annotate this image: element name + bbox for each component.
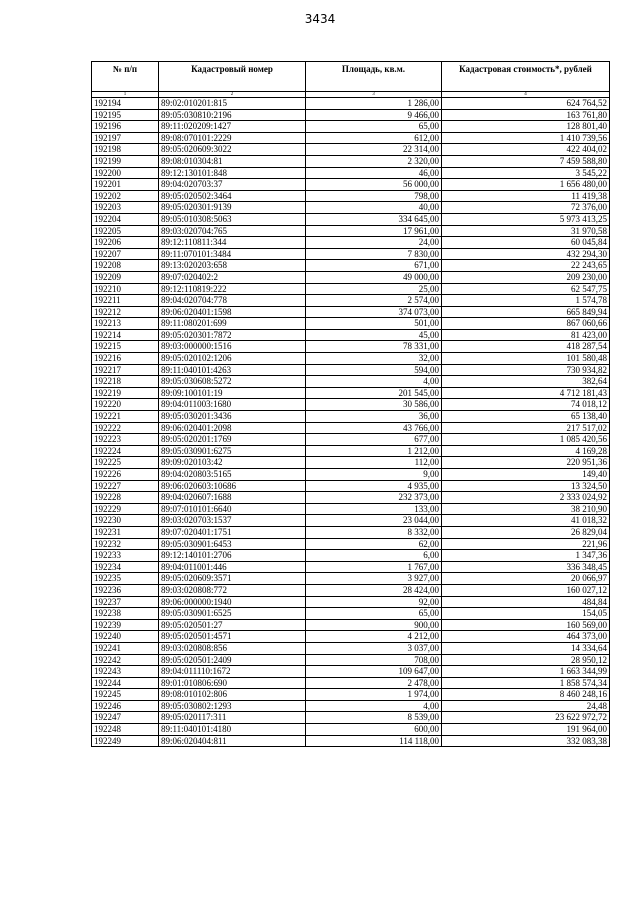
row-index: 192203: [92, 202, 159, 214]
table-row: [92, 666, 610, 678]
row-index: 192227: [92, 480, 159, 492]
row-index: 192216: [92, 353, 159, 365]
header-row: [92, 62, 610, 92]
cadastral-number: 89:05:020301:9139: [159, 202, 306, 214]
cadastral-number: 89:05:030901:6453: [159, 538, 306, 550]
cadastral-number: 89:07:010101:6640: [159, 503, 306, 515]
area-value: 612,00: [306, 132, 442, 144]
cadastral-value: 4 712 181,43: [442, 387, 610, 399]
row-index: 192204: [92, 213, 159, 225]
cadastral-number: 89:05:030201:3436: [159, 411, 306, 423]
area-value: 708,00: [306, 654, 442, 666]
cadastral-number: 89:06:020401:2098: [159, 422, 306, 434]
cadastral-number: 89:05:030901:6275: [159, 445, 306, 457]
cadastral-number: 89:06:020603:10686: [159, 480, 306, 492]
table-row: [92, 619, 610, 631]
row-index: 192242: [92, 654, 159, 666]
cadastral-number: 89:05:020201:1769: [159, 434, 306, 446]
area-value: 1 286,00: [306, 98, 442, 110]
header-area: Площадь, кв.м.: [306, 62, 442, 92]
table-row: [92, 434, 610, 446]
cadastral-number: 89:05:020501:2409: [159, 654, 306, 666]
cadastral-value: 209 230,00: [442, 271, 610, 283]
row-index: 192244: [92, 677, 159, 689]
area-value: 600,00: [306, 724, 442, 736]
cadastral-number: 89:08:070101:2229: [159, 132, 306, 144]
cadastral-value: 20 066,97: [442, 573, 610, 585]
table-row: [92, 399, 610, 411]
table-row: [92, 260, 610, 272]
cadastral-number: 89:06:020404:811: [159, 735, 306, 747]
area-value: 114 118,00: [306, 735, 442, 747]
cadastral-number: 89:07:020401:1751: [159, 526, 306, 538]
cadastral-value: 31 970,58: [442, 225, 610, 237]
area-value: 112,00: [306, 457, 442, 469]
row-index: 192206: [92, 237, 159, 249]
cadastral-value: 38 210,90: [442, 503, 610, 515]
table-row: [92, 376, 610, 388]
table-row: [92, 411, 610, 423]
cadastral-number: 89:04:020607:1688: [159, 492, 306, 504]
cadastral-value: 867 060,66: [442, 318, 610, 330]
table-row: [92, 712, 610, 724]
cadastral-number: 89:05:030802:1293: [159, 700, 306, 712]
row-index: 192249: [92, 735, 159, 747]
cadastral-value: 1 574,78: [442, 295, 610, 307]
table-row: [92, 503, 610, 515]
cadastral-number: 89:11:070101:3484: [159, 248, 306, 260]
cadastral-value: 149,40: [442, 469, 610, 481]
area-value: 25,00: [306, 283, 442, 295]
table-row: [92, 155, 610, 167]
table-row: [92, 109, 610, 121]
cadastral-value: 332 083,38: [442, 735, 610, 747]
table-row: [92, 190, 610, 202]
area-value: 32,00: [306, 353, 442, 365]
table-row: [92, 573, 610, 585]
cadastral-value: 128 801,40: [442, 121, 610, 133]
table-row: [92, 167, 610, 179]
cadastral-value: 418 287,54: [442, 341, 610, 353]
table-row: [92, 480, 610, 492]
table-row: [92, 318, 610, 330]
cadastral-number: 89:05:020502:3464: [159, 190, 306, 202]
cadastral-value: 5 973 413,25: [442, 213, 610, 225]
cadastral-number: 89:07:020402:2: [159, 271, 306, 283]
cadastral-value: 11 419,38: [442, 190, 610, 202]
cadastral-value: 1 410 739,56: [442, 132, 610, 144]
table-row: [92, 654, 610, 666]
row-index: 192197: [92, 132, 159, 144]
cadastral-value: 624 764,52: [442, 98, 610, 110]
area-value: 1 974,00: [306, 689, 442, 701]
cadastral-number: 89:04:011001:446: [159, 561, 306, 573]
cadastral-value: 1 656 480,00: [442, 179, 610, 191]
area-value: 8 539,00: [306, 712, 442, 724]
cadastral-value: 730 934,82: [442, 364, 610, 376]
cadastral-value: 23 622 972,72: [442, 712, 610, 724]
cadastral-number: 89:12:140101:2706: [159, 550, 306, 562]
area-value: 43 766,00: [306, 422, 442, 434]
cadastral-value: 422 404,02: [442, 144, 610, 156]
cadastral-number: 89:03:000000:1516: [159, 341, 306, 353]
table-row: [92, 306, 610, 318]
row-index: 192230: [92, 515, 159, 527]
row-index: 192215: [92, 341, 159, 353]
cadastral-number: 89:05:020102:1206: [159, 353, 306, 365]
page-number: 3434: [304, 12, 336, 26]
area-value: 3 927,00: [306, 573, 442, 585]
table-row: [92, 689, 610, 701]
area-value: 30 586,00: [306, 399, 442, 411]
row-index: 192213: [92, 318, 159, 330]
area-value: 23 044,00: [306, 515, 442, 527]
table-row: [92, 700, 610, 712]
cadastral-number: 89:05:030608:5272: [159, 376, 306, 388]
area-value: 374 073,00: [306, 306, 442, 318]
area-value: 40,00: [306, 202, 442, 214]
cadastral-number: 89:09:100101:19: [159, 387, 306, 399]
cadastral-number: 89:04:020704:778: [159, 295, 306, 307]
cadastral-value: 22 243,65: [442, 260, 610, 272]
row-index: 192195: [92, 109, 159, 121]
area-value: 9 466,00: [306, 109, 442, 121]
row-index: 192238: [92, 608, 159, 620]
cadastral-value: 1 858 574,34: [442, 677, 610, 689]
area-value: 671,00: [306, 260, 442, 272]
row-index: 192198: [92, 144, 159, 156]
cadastral-number: 89:03:020808:772: [159, 584, 306, 596]
cadastral-value: 217 517,02: [442, 422, 610, 434]
area-value: 232 373,00: [306, 492, 442, 504]
table-body: [92, 98, 610, 747]
row-index: 192237: [92, 596, 159, 608]
area-value: 24,00: [306, 237, 442, 249]
cadastral-value: 160 027,12: [442, 584, 610, 596]
area-value: 45,00: [306, 329, 442, 341]
cadastral-value: 60 045,84: [442, 237, 610, 249]
area-value: 4 935,00: [306, 480, 442, 492]
area-value: 4,00: [306, 376, 442, 388]
cadastral-value: 665 849,94: [442, 306, 610, 318]
cadastral-value: 154,05: [442, 608, 610, 620]
row-index: 192231: [92, 526, 159, 538]
header-cadastral-value: Кадастровая стоимость*, рублей: [442, 62, 610, 92]
row-index: 192240: [92, 631, 159, 643]
area-value: 334 645,00: [306, 213, 442, 225]
table-row: [92, 248, 610, 260]
column-number: 4: [442, 92, 610, 98]
row-index: 192218: [92, 376, 159, 388]
table-row: [92, 677, 610, 689]
cadastral-value: 72 376,00: [442, 202, 610, 214]
cadastral-number: 89:05:030810:2196: [159, 109, 306, 121]
cadastral-number: 89:03:020808:856: [159, 642, 306, 654]
row-index: 192245: [92, 689, 159, 701]
cadastral-number: 89:06:020401:1598: [159, 306, 306, 318]
area-value: 594,00: [306, 364, 442, 376]
row-index: 192200: [92, 167, 159, 179]
area-value: 17 961,00: [306, 225, 442, 237]
cadastral-value: 81 423,00: [442, 329, 610, 341]
cadastral-value: 382,64: [442, 376, 610, 388]
area-value: 2 478,00: [306, 677, 442, 689]
row-index: 192196: [92, 121, 159, 133]
area-value: 798,00: [306, 190, 442, 202]
column-number: 3: [306, 92, 442, 98]
row-index: 192233: [92, 550, 159, 562]
cadastral-number: 89:11:040101:4180: [159, 724, 306, 736]
row-index: 192241: [92, 642, 159, 654]
table-row: [92, 584, 610, 596]
cadastral-number: 89:05:020117:311: [159, 712, 306, 724]
table-row: [92, 526, 610, 538]
row-index: 192243: [92, 666, 159, 678]
table-row: [92, 213, 610, 225]
area-value: 900,00: [306, 619, 442, 631]
row-index: 192248: [92, 724, 159, 736]
row-index: 192229: [92, 503, 159, 515]
area-value: 65,00: [306, 121, 442, 133]
cadastral-table: [91, 61, 610, 747]
area-value: 49 000,00: [306, 271, 442, 283]
cadastral-value: 8 460 248,16: [442, 689, 610, 701]
table-row: [92, 98, 610, 110]
cadastral-number: 89:09:020103:42: [159, 457, 306, 469]
row-index: 192209: [92, 271, 159, 283]
cadastral-value: 221,96: [442, 538, 610, 550]
row-index: 192199: [92, 155, 159, 167]
row-index: 192219: [92, 387, 159, 399]
table-row: [92, 724, 610, 736]
table-row: [92, 735, 610, 747]
area-value: 6,00: [306, 550, 442, 562]
row-index: 192225: [92, 457, 159, 469]
cadastral-number: 89:08:010304:81: [159, 155, 306, 167]
row-index: 192228: [92, 492, 159, 504]
cadastral-number: 89:05:010308:5063: [159, 213, 306, 225]
area-value: 133,00: [306, 503, 442, 515]
cadastral-number: 89:06:000000:1940: [159, 596, 306, 608]
cadastral-value: 101 580,48: [442, 353, 610, 365]
table-row: [92, 353, 610, 365]
cadastral-value: 26 829,04: [442, 526, 610, 538]
table-row: [92, 631, 610, 643]
area-value: 501,00: [306, 318, 442, 330]
cadastral-number: 89:05:020609:3022: [159, 144, 306, 156]
cadastral-number: 89:05:020301:7872: [159, 329, 306, 341]
cadastral-number: 89:11:080201:699: [159, 318, 306, 330]
cadastral-value: 14 334,64: [442, 642, 610, 654]
table-row: [92, 550, 610, 562]
cadastral-value: 1 085 420,56: [442, 434, 610, 446]
table-row: [92, 237, 610, 249]
cadastral-value: 484,84: [442, 596, 610, 608]
cadastral-number: 89:12:110819:222: [159, 283, 306, 295]
area-value: 1 212,00: [306, 445, 442, 457]
row-index: 192207: [92, 248, 159, 260]
row-index: 192247: [92, 712, 159, 724]
cadastral-number: 89:03:020704:765: [159, 225, 306, 237]
area-value: 9,00: [306, 469, 442, 481]
cadastral-number: 89:05:030901:6525: [159, 608, 306, 620]
table-row: [92, 341, 610, 353]
table-row: [92, 132, 610, 144]
cadastral-number: 89:05:020609:3571: [159, 573, 306, 585]
cadastral-number: 89:04:020803:5165: [159, 469, 306, 481]
row-index: 192246: [92, 700, 159, 712]
table-row: [92, 422, 610, 434]
cadastral-value: 160 569,00: [442, 619, 610, 631]
cadastral-value: 13 324,50: [442, 480, 610, 492]
area-value: 65,00: [306, 608, 442, 620]
cadastral-value: 62 547,75: [442, 283, 610, 295]
cadastral-number: 89:04:020703:37: [159, 179, 306, 191]
row-index: 192239: [92, 619, 159, 631]
area-value: 92,00: [306, 596, 442, 608]
row-index: 192194: [92, 98, 159, 110]
area-value: 36,00: [306, 411, 442, 423]
row-index: 192232: [92, 538, 159, 550]
row-index: 192214: [92, 329, 159, 341]
area-value: 28 424,00: [306, 584, 442, 596]
area-value: 1 767,00: [306, 561, 442, 573]
row-index: 192221: [92, 411, 159, 423]
table-row: [92, 387, 610, 399]
table-row: [92, 445, 610, 457]
row-index: 192205: [92, 225, 159, 237]
table-row: [92, 538, 610, 550]
area-value: 46,00: [306, 167, 442, 179]
row-index: 192208: [92, 260, 159, 272]
area-value: 3 037,00: [306, 642, 442, 654]
area-value: 201 545,00: [306, 387, 442, 399]
area-value: 22 314,00: [306, 144, 442, 156]
table-row: [92, 144, 610, 156]
area-value: 7 830,00: [306, 248, 442, 260]
table-row: [92, 469, 610, 481]
cadastral-number: 89:03:020703:1537: [159, 515, 306, 527]
area-value: 4,00: [306, 700, 442, 712]
row-index: 192217: [92, 364, 159, 376]
row-index: 192210: [92, 283, 159, 295]
area-value: 2 320,00: [306, 155, 442, 167]
area-value: 78 331,00: [306, 341, 442, 353]
row-index: 192236: [92, 584, 159, 596]
cadastral-number: 89:08:010102:806: [159, 689, 306, 701]
area-value: 62,00: [306, 538, 442, 550]
area-value: 677,00: [306, 434, 442, 446]
table-row: [92, 457, 610, 469]
table-row: [92, 121, 610, 133]
table-row: [92, 642, 610, 654]
area-value: 8 332,00: [306, 526, 442, 538]
table-row: [92, 202, 610, 214]
cadastral-number: 89:04:011110:1672: [159, 666, 306, 678]
row-index: 192202: [92, 190, 159, 202]
row-index: 192222: [92, 422, 159, 434]
area-value: 109 647,00: [306, 666, 442, 678]
cadastral-value: 191 964,00: [442, 724, 610, 736]
row-index: 192212: [92, 306, 159, 318]
table-row: [92, 329, 610, 341]
cadastral-number: 89:02:010201:815: [159, 98, 306, 110]
cadastral-value: 7 459 588,80: [442, 155, 610, 167]
cadastral-number: 89:11:040101:4263: [159, 364, 306, 376]
column-number: 1: [92, 92, 159, 98]
cadastral-value: 432 294,30: [442, 248, 610, 260]
cadastral-number: 89:01:010806:690: [159, 677, 306, 689]
table-row: [92, 561, 610, 573]
header-index: № п/п: [92, 62, 159, 92]
cadastral-value: 4 169,28: [442, 445, 610, 457]
table-row: [92, 179, 610, 191]
header-cadastral-number: Кадастровый номер: [159, 62, 306, 92]
cadastral-value: 220 951,36: [442, 457, 610, 469]
row-index: 192226: [92, 469, 159, 481]
cadastral-value: 1 663 344,99: [442, 666, 610, 678]
table-row: [92, 271, 610, 283]
row-index: 192234: [92, 561, 159, 573]
cadastral-value: 24,48: [442, 700, 610, 712]
row-index: 192211: [92, 295, 159, 307]
table-row: [92, 596, 610, 608]
cadastral-number: 89:12:110811:344: [159, 237, 306, 249]
table-row: [92, 492, 610, 504]
row-index: 192224: [92, 445, 159, 457]
row-index: 192220: [92, 399, 159, 411]
cadastral-value: 3 545,22: [442, 167, 610, 179]
cadastral-value: 74 018,12: [442, 399, 610, 411]
table-row: [92, 283, 610, 295]
table-row: [92, 608, 610, 620]
cadastral-number: 89:04:011003:1680: [159, 399, 306, 411]
table-row: [92, 225, 610, 237]
cadastral-number: 89:13:020203:658: [159, 260, 306, 272]
row-index: 192223: [92, 434, 159, 446]
cadastral-value: 336 348,45: [442, 561, 610, 573]
area-value: 2 574,00: [306, 295, 442, 307]
column-number: 2: [159, 92, 306, 98]
cadastral-number: 89:11:020209:1427: [159, 121, 306, 133]
cadastral-value: 163 761,80: [442, 109, 610, 121]
table-row: [92, 295, 610, 307]
area-value: 4 212,00: [306, 631, 442, 643]
cadastral-value: 464 373,00: [442, 631, 610, 643]
cadastral-number: 89:05:020501:27: [159, 619, 306, 631]
cadastral-number: 89:12:130101:848: [159, 167, 306, 179]
row-index: 192235: [92, 573, 159, 585]
cadastral-value: 41 018,32: [442, 515, 610, 527]
cadastral-number: 89:05:020501:4571: [159, 631, 306, 643]
cadastral-value: 2 333 024,92: [442, 492, 610, 504]
area-value: 56 000,00: [306, 179, 442, 191]
table-row: [92, 364, 610, 376]
cadastral-value: 65 138,40: [442, 411, 610, 423]
row-index: 192201: [92, 179, 159, 191]
cadastral-value: 1 347,36: [442, 550, 610, 562]
cadastral-value: 28 950,12: [442, 654, 610, 666]
table-row: [92, 515, 610, 527]
